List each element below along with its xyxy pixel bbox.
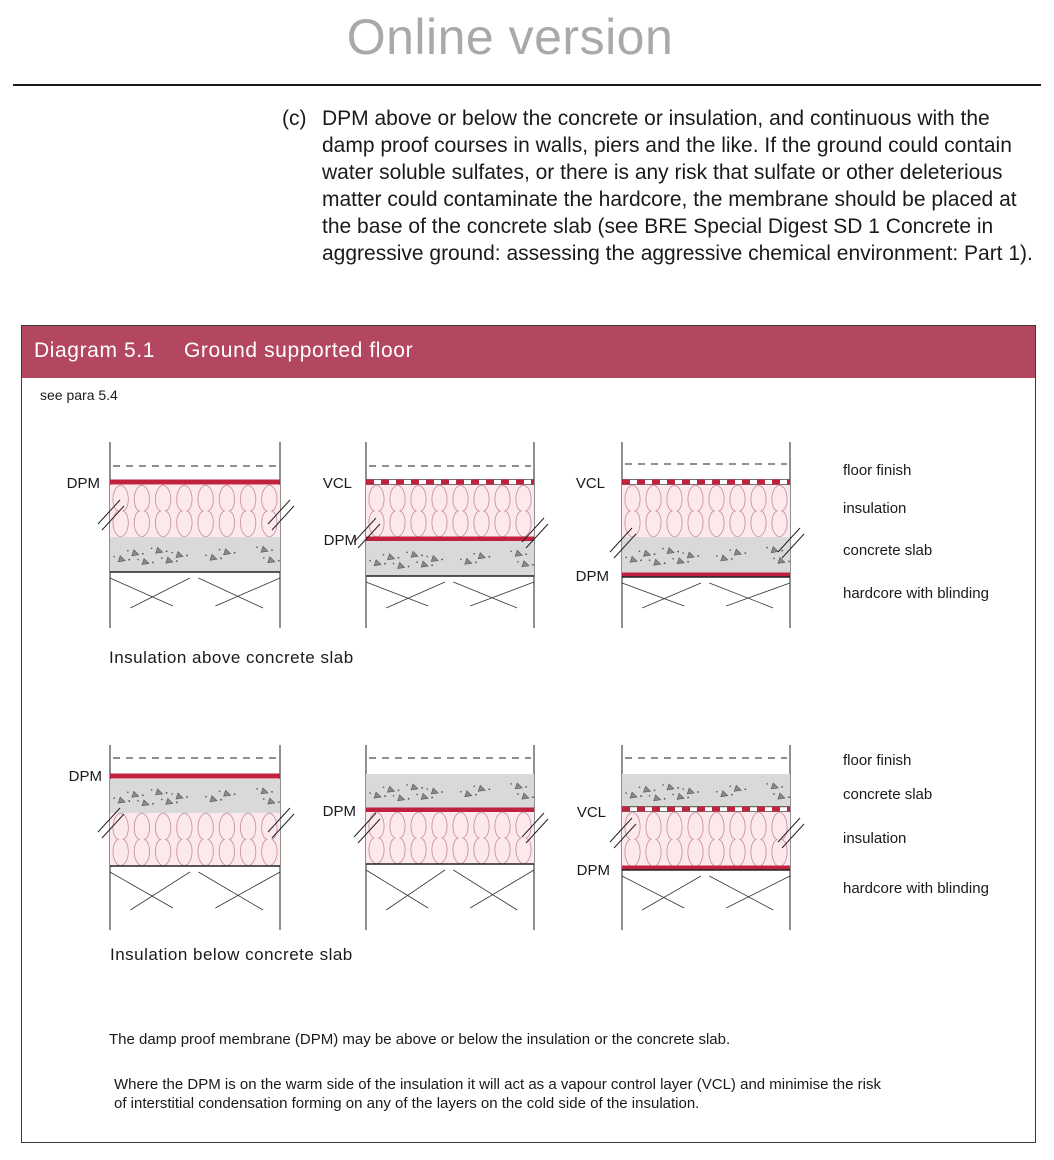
section-b1-concrete-slab <box>110 779 280 813</box>
legend-a-insulation: insulation <box>843 500 907 517</box>
legend-b-floor-finish: floor finish <box>843 752 912 769</box>
section-a3-concrete-slab <box>622 537 790 573</box>
label-b2-dpm: DPM <box>322 803 356 820</box>
label-b3-dpm: DPM <box>576 862 610 879</box>
section-a3-vcl <box>622 480 790 485</box>
section-a2-vcl <box>366 480 534 485</box>
section-a2-hardcore <box>366 576 534 608</box>
see-para-reference: see para 5.4 <box>40 387 118 403</box>
section-a3-hardcore <box>622 577 790 608</box>
diagram-note-1: The damp proof membrane (DPM) may be above or below the insulation or the concrete slab. <box>109 1031 731 1048</box>
section-b1-insulation <box>110 813 280 866</box>
section-b2-insulation <box>366 812 534 864</box>
label-a3-vcl: VCL <box>575 475 605 492</box>
section-b3-concrete-slab <box>622 774 790 808</box>
legend-a-floor-finish: floor finish <box>843 462 912 479</box>
section-a1-insulation <box>110 485 280 537</box>
section-a1-hardcore <box>110 572 280 608</box>
diagram-number: Diagram 5.1 <box>34 339 155 362</box>
legend-b-concrete-slab: concrete slab <box>843 786 933 803</box>
label-b3-vcl: VCL <box>576 804 606 821</box>
legend-b-insulation: insulation <box>843 830 907 847</box>
clause-marker: (c) <box>282 107 307 130</box>
label-a3-dpm: DPM <box>575 568 609 585</box>
legend-b-hardcore: hardcore with blinding <box>843 880 989 897</box>
section-a1-concrete-slab <box>110 537 280 572</box>
section-b3-hardcore <box>622 870 790 910</box>
legend-a-concrete-slab: concrete slab <box>843 542 933 559</box>
label-a2-vcl: VCL <box>322 475 352 492</box>
diagram-note-2: Where the DPM is on the warm side of the insulation it will act as a vapour control layer (VCL) and minimise the risk of interstitial condensation forming on any of the layers on the cold side of the insulation. <box>114 1076 881 1112</box>
section-b3-insulation <box>622 812 790 867</box>
label-a1-dpm: DPM <box>66 475 100 492</box>
section-b2-hardcore <box>366 864 534 910</box>
section-a2-insulation <box>366 485 534 537</box>
diagram-title: Ground supported floor <box>184 339 414 362</box>
legend-a-hardcore: hardcore with blinding <box>843 585 989 602</box>
group-caption-above: Insulation above concrete slab <box>109 648 354 667</box>
label-b1-dpm: DPM <box>68 768 102 785</box>
clause-text: DPM above or below the concrete or insulation, and continuous with the damp proof courses in walls, piers and the like. If the ground could contain water soluble sulfates, or there is any risk that sulfate or other deleterious matter could contaminate the hardcore, the membrane should be placed at the base of the concrete slab (see BRE Special Digest SD 1 Concrete in aggressive ground: assessing the aggressive chemical environment: Part 1). <box>322 107 1033 265</box>
section-b1-hardcore <box>110 866 280 910</box>
page-header-title: Online version <box>346 9 674 65</box>
section-a3-insulation <box>622 485 790 537</box>
label-a2-dpm: DPM <box>323 532 357 549</box>
group-caption-below: Insulation below concrete slab <box>110 945 353 964</box>
section-a2-concrete-slab <box>366 541 534 576</box>
section-b2-concrete-slab <box>366 774 534 808</box>
